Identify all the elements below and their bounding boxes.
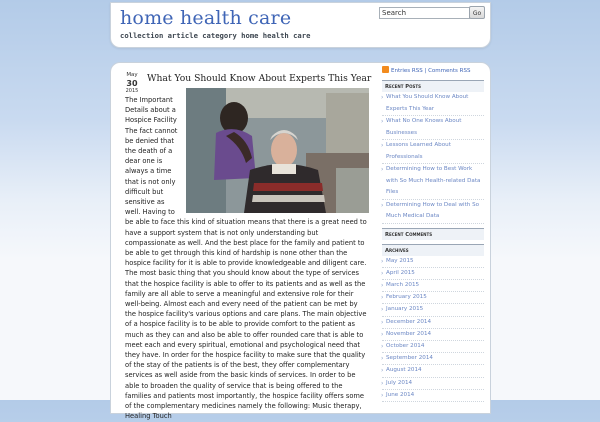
post-content: [125, 95, 367, 422]
archive-link[interactable]: › November 2014: [382, 329, 484, 341]
recent-post-link[interactable]: › Determining How to Deal with So Much Medical Data: [382, 200, 484, 224]
archive-link[interactable]: › September 2014: [382, 353, 484, 365]
sidebar: [382, 66, 484, 402]
archive-link[interactable]: › July 2014: [382, 378, 484, 390]
recent-post-link[interactable]: › Lessons Learned About Professionals: [382, 140, 484, 164]
archive-link[interactable]: › June 2014: [382, 390, 484, 402]
recent-post-link[interactable]: › What No One Knows About Businesses: [382, 116, 484, 140]
recent-posts-list: [382, 92, 484, 224]
archive-link[interactable]: › May 2015: [382, 256, 484, 268]
post-date: [125, 72, 139, 94]
post-date-day: 30: [126, 79, 138, 88]
post-text: The Important Details about a Hospice Facility The fact cannot be denied that the death of a dear one is always a time that is not only difficult but sensitive as well. Having to be able to face this kind of situation means that there is a great need to have a support system that is not only understanding but compassionate as well. And the best place for the family and patient to be able to get through this kind of hardship is none other than the hospice facility for it is able to provide knowledgeable and diligent care. The most basic thing that you should know about the type of services that the hospice facility is able to offer to its patients and as well as the family are all able to serve a meaningful and extensive role for their well-being. Almost each and every need of the patient can be met by the hospice facility's various options and care plans. The main objective of a hospice facility is to be able to provide comfort to the patient as much as they can and also be able to offer rounded care that is able to meet each and every spiritual, emotional and psychological need that they have. In order for the hospice facility to make sure that the quality of the stay of the patients is of the best, they offer complementary services as well aside from the basic kinds of services. In order to be able to broaden the quality of service that is being offered to the families and patients most importantly, the hospice facility offers some of the complementary medicines namely the following: Music therapy, Healing Touch: [125, 96, 367, 421]
archive-link[interactable]: › February 2015: [382, 292, 484, 304]
archive-link[interactable]: › October 2014: [382, 341, 484, 353]
comments-rss-link[interactable]: Comments RSS: [428, 68, 471, 74]
site-title[interactable]: home health care: [120, 7, 292, 29]
search-button[interactable]: Go: [469, 6, 485, 19]
archives-list: [382, 256, 484, 402]
archives-heading: Archives: [382, 244, 484, 256]
recent-comments-heading: Recent Comments: [382, 228, 484, 240]
rss-separator: |: [424, 68, 427, 74]
archive-link[interactable]: › December 2014: [382, 317, 484, 329]
recent-post-link[interactable]: › Determining How to Best Work with So Much Health-related Data Files: [382, 164, 484, 200]
archive-link[interactable]: › April 2015: [382, 268, 484, 280]
rss-icon: [382, 66, 389, 73]
archive-link[interactable]: › August 2014: [382, 365, 484, 377]
post-image: [186, 88, 369, 213]
post-date-year: 2015: [125, 88, 139, 94]
rss-links: [382, 66, 484, 76]
archive-link[interactable]: › January 2015: [382, 304, 484, 316]
recent-posts-heading: Recent Posts: [382, 80, 484, 92]
nurse-patient-photo: [186, 88, 369, 213]
post-title[interactable]: What You Should Know About Experts This Year: [147, 73, 372, 84]
archive-link[interactable]: › March 2015: [382, 280, 484, 292]
recent-post-link[interactable]: › What You Should Know About Experts This Year: [382, 92, 484, 116]
site-description: collection article category home health care: [120, 31, 311, 40]
search-input[interactable]: [379, 7, 470, 19]
entries-rss-link[interactable]: Entries RSS: [391, 68, 423, 74]
post-date-month: May: [126, 72, 138, 78]
